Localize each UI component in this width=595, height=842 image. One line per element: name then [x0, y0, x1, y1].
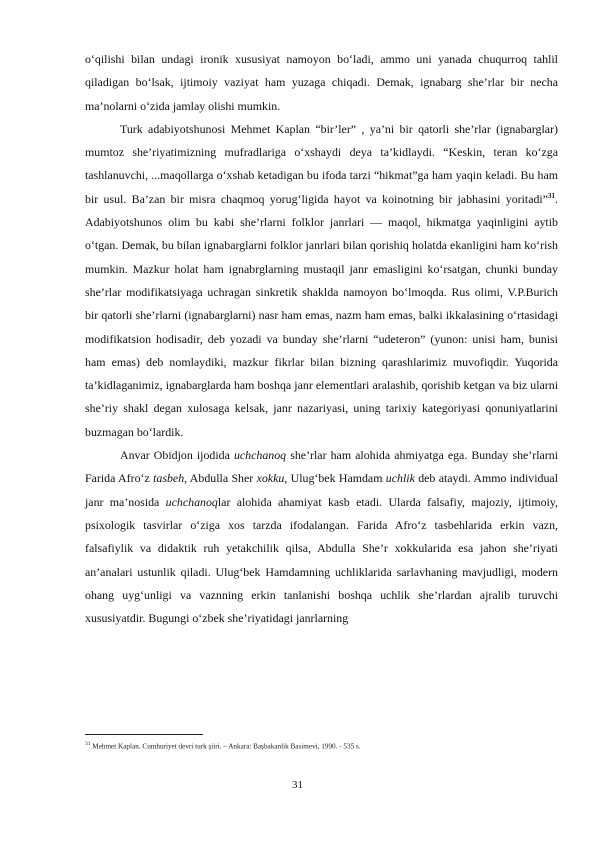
italic-term-uchlik: uchlik	[385, 471, 415, 486]
italic-term-uchchanoq-2: uchchanoq	[165, 494, 218, 509]
footnote-number: 31	[85, 741, 91, 747]
footnote-text: Mehmet Kaplan. Cumhuriyet devri turk şiiri. – Ankara: Başbakanlik Basimevi, 1990. - 535 s.	[90, 742, 361, 751]
paragraph-2-part-b: . Adabiyotshunos olim bu kabi she’rlarni folklor janrlari — maqol, hikmatga yaqinligini aytib o‘tgan. Demak, bu bilan ignabarglarni folklor janrlari bilan qorishiq holatda ekanligini ham ko‘rish mumkin. Mazkur holat ham ignabrglarning mustaqil janr emasligini ko‘rsatgan, chunki bunday she’rlar modifikatsiyaga uchragan sinkretik shaklda namoyon bo‘lmoqda. Rus olimi, V.P.Burich bir qatorli she’rlarni (ignabarglarni) nasr ham emas, nazm ham emas, balki ikkalasining o‘rtasidagi modifikatsion hodisadir, deb yozadi va bunday she’rlarni “udeteron” (yunon: unisi ham, bunisi ham emas) deb nomlaydiki, mazkur fikrlar bilan bizning qarashlarimiz muvofiqdir. Yuqorida ta’kidlaganimiz, ignabarglarda ham boshqa janr elementlari aralashib, qorishib ketgan va biz ularni she’riy shakl degan xulosaga kelsak, janr nazariyasi, uning tarixiy kategoriyasi qonuniyatlarini buzmagan bo‘lardik.	[85, 191, 558, 439]
paragraph-3	[85, 444, 558, 630]
footnote-divider	[85, 734, 203, 735]
paragraph-2	[85, 118, 558, 444]
footnote	[85, 739, 558, 751]
italic-term-xokku: xokku	[256, 471, 285, 486]
italic-term-tasbeh: tasbeh	[153, 471, 185, 486]
text-run: she’rlar ham alohida ahmiyatga ega. Bunday she’rlarni Farida Afro‘z	[85, 448, 558, 486]
text-run: deb ataydi. Ammo individual janr ma’nosida	[85, 471, 558, 509]
footnote-reference[interactable]: 31	[548, 191, 556, 200]
page-body	[85, 48, 558, 630]
text-run: , Ulug‘bek Hamdam	[284, 471, 386, 486]
text-run: , Abdulla Sher	[184, 471, 257, 486]
italic-term-uchchanoq: uchchanoq	[233, 448, 287, 463]
text-run: lar alohida ahamiyat kasb etadi. Ularda falsafiy, majoziy, ijtimoiy, psixologik tasvirlar o‘ziga xos tarzda ifodalangan. Farida Afro‘z tasbehlarida erkin vazn, falsafiylik va didaktik ruh yetakchilik qilsa, Abdulla She’r xokkularida esa jahon she’riyati an’analari ustunlik qiladi. Ulug‘bek Hamdamning uchliklarida sarlavhaning mavjudligi, modern ohang uyg‘unligi va vaznning erkin tanlanishi boshqa uchlik she’rlardan ajralib turuvchi xususiyatdir. Bugungi o‘zbek she’riyatidagi janrlarning	[85, 494, 559, 626]
page-number: 31	[292, 779, 303, 791]
paragraph-2-part-a: Turk adabiyotshunosi Mehmet Kaplan “bir’ler” , ya’ni bir qatorli she’rlar (ignabarglar) mumtoz she’riyatimizning mufradlariga o‘xshaydi deya ta’kidlaydi. “Keskin, teran ko‘zga tashlanuvchi, ...maqollarga o‘xshab ketadigan bu ifoda tarzi “hikmat”ga ham yaqin keladi. Bu ham bir usul. Ba’zan bir misra chaqmoq yorug‘ligida hayot va koinotning bir jabhasini yoritadi”	[85, 121, 558, 206]
paragraph-1: o‘qilishi bilan undagi ironik xususiyat namoyon bo‘ladi, ammo uni yanada chuqurroq tahlil qiladigan bo‘lsak, ijtimoiy vaziyat ham yuzaga chiqadi. Demak, ignabarg she’rlar bir necha ma’nolarni o‘zida jamlay olishi mumkin.	[85, 52, 558, 113]
text-run: Anvar Obidjon ijodida	[120, 448, 234, 463]
